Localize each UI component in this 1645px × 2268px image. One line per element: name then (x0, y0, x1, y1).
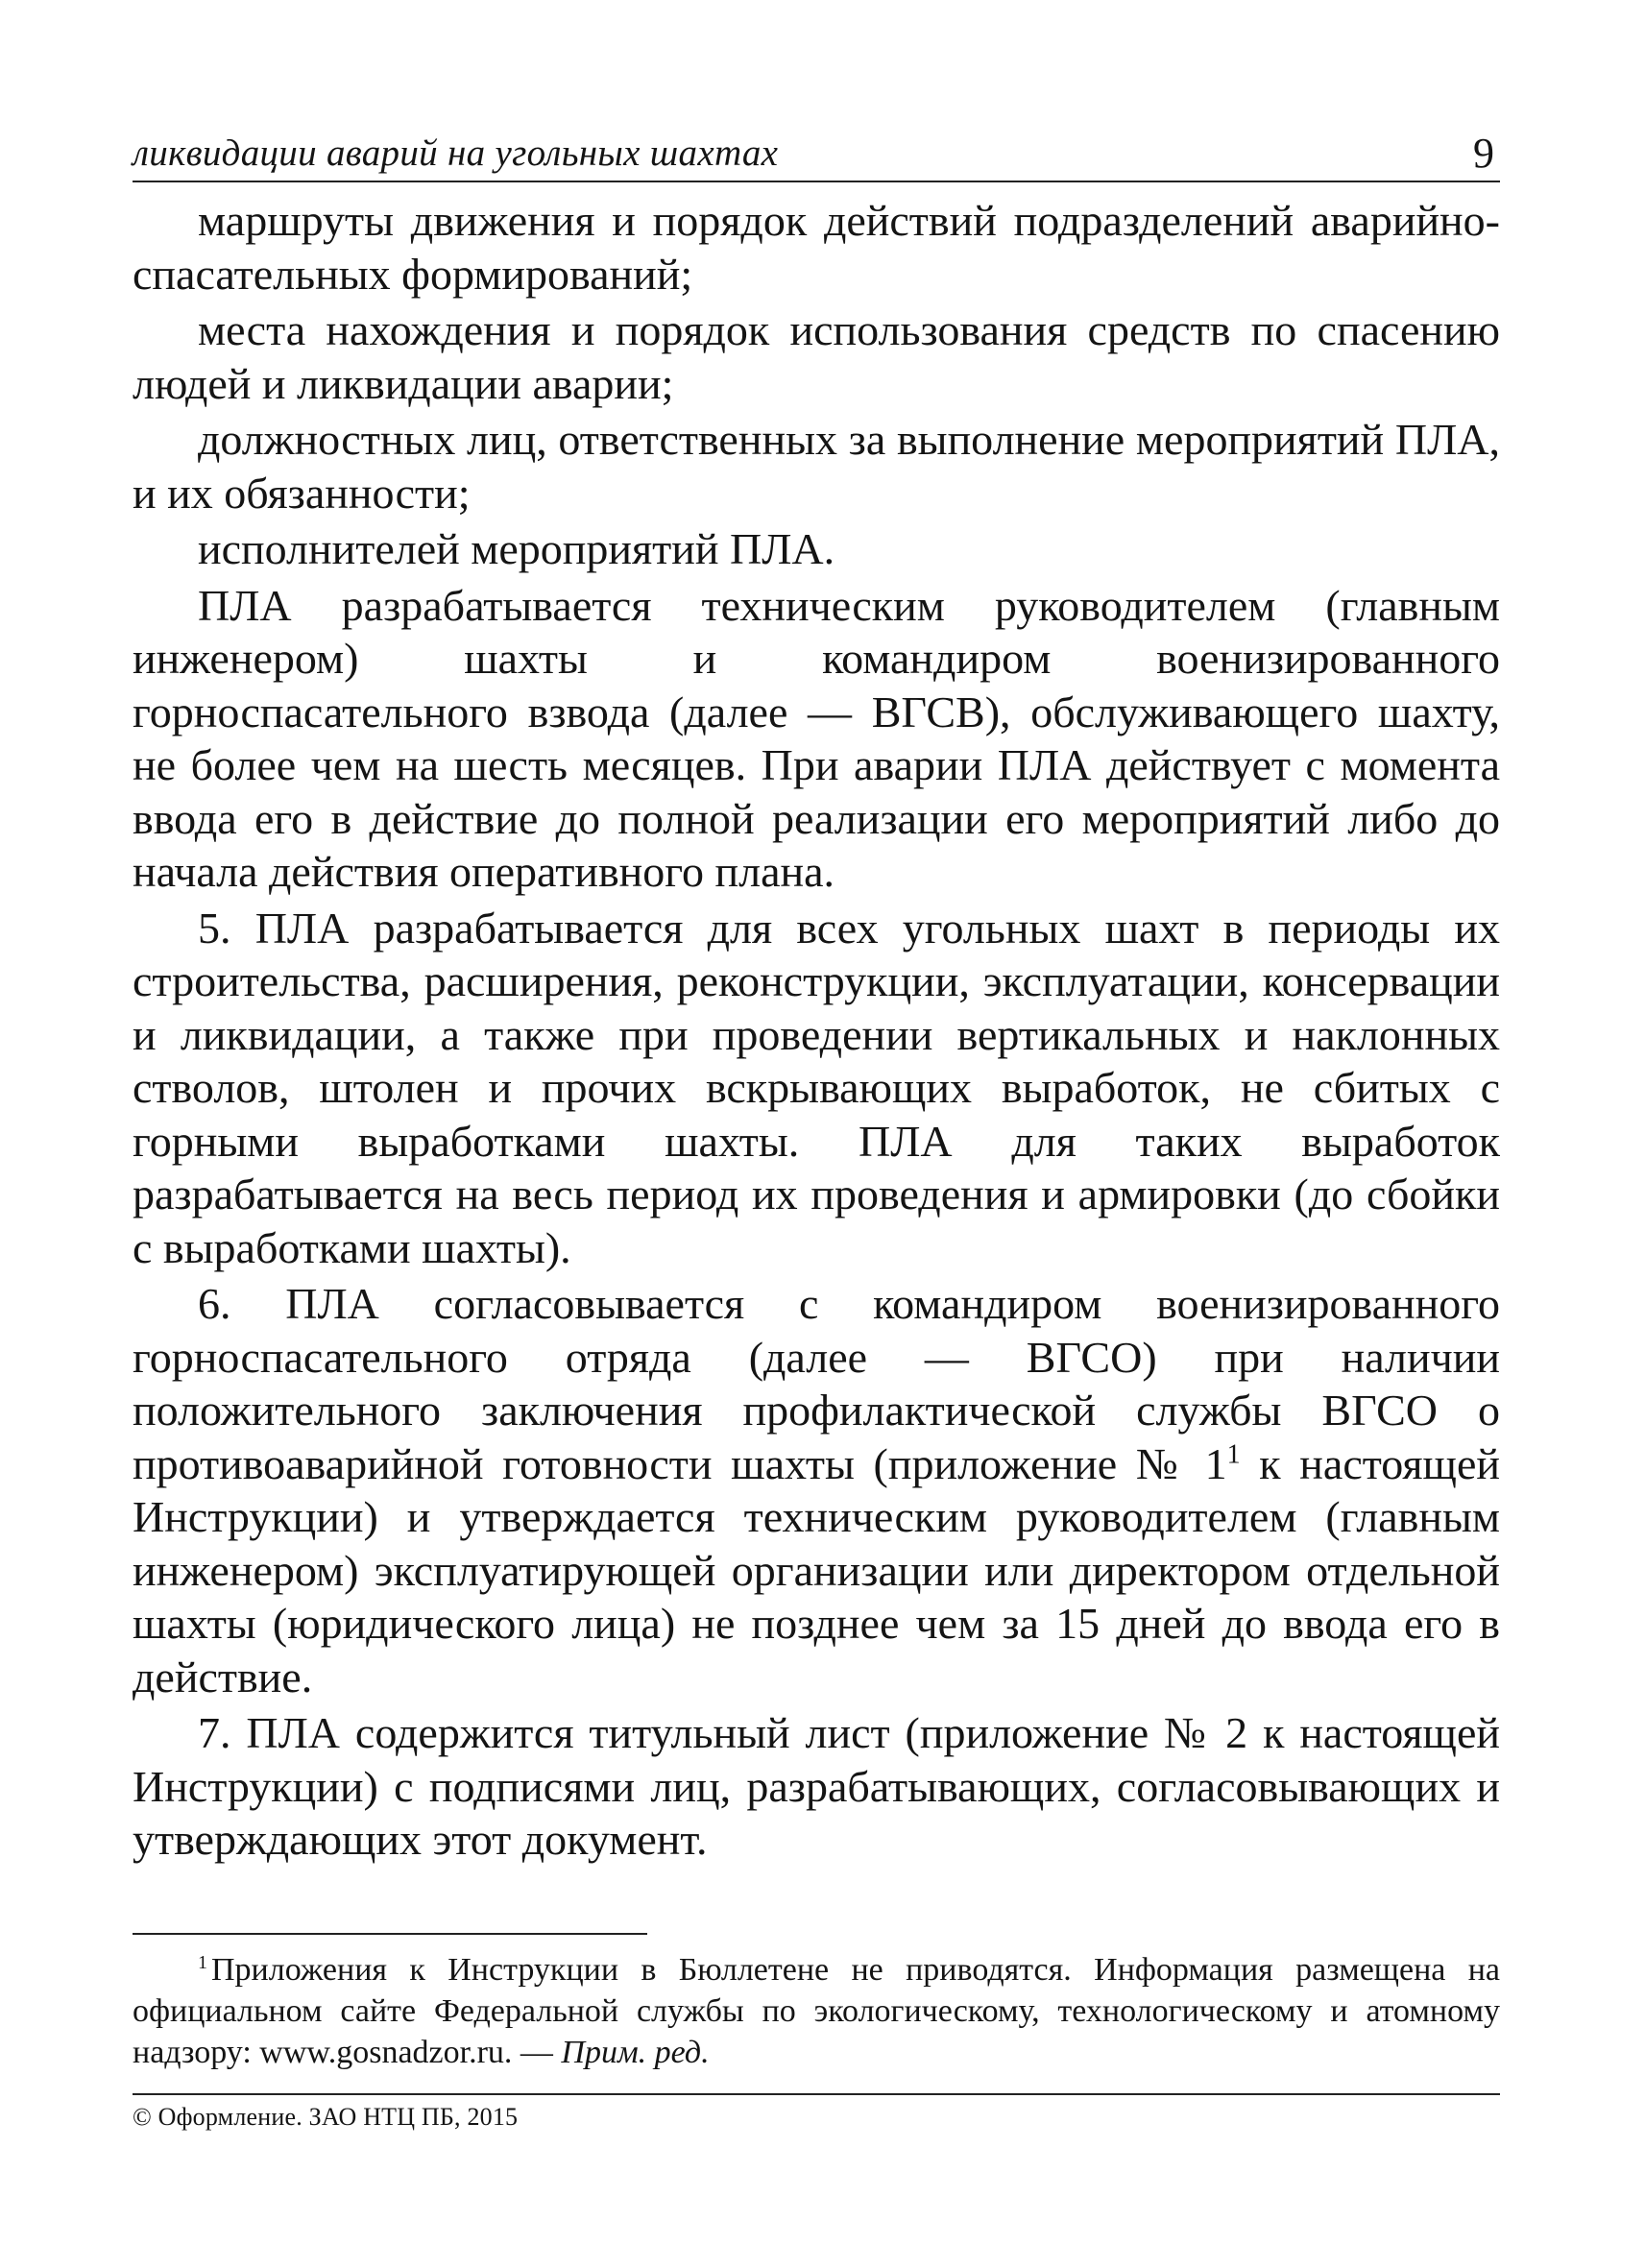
paragraph: места нахождения и порядок использования средств по спасению людей и ликвидации аварии; (133, 305, 1500, 408)
page-number: 9 (1473, 130, 1494, 177)
running-header-title: ликвидации аварий на угольных шахтах (133, 133, 779, 174)
paragraph-section-6 (133, 1277, 1500, 1703)
paragraph-section-5: 5. ПЛА разрабатывается для всех угольных шахт в периоды их строительства, расширения, реконструкции, эксплуатации, консервации и ликвидации, а также при проведении вертикальных и наклонных стволов, штолен и прочих вскрывающих выработок, не сбитых с горными выработками шахты. ПЛА для таких выработок разрабатывается на весь период их проведения и армировки (до сбойки с выработками шахты). (133, 903, 1500, 1272)
body-text (133, 194, 1500, 1867)
paragraph-text: к настоящей Инструкции) и утверждается техническим руководителем (главным инженером) эксплуатирующей организации или директором отдельной шахты (юридического лица) не позднее чем за 15 дней до ввода его в действие. (133, 1438, 1500, 1701)
footnote-divider (133, 1933, 647, 1935)
copyright-divider (133, 2093, 1500, 2095)
footnote-reference: 1 (1226, 1439, 1241, 1470)
paragraph-text: 6. ПЛА согласовывается с командиром военизированного горноспасательного отряда (далее — ВГСО) при наличии положительного заключения профилактической службы ВГСО о противоаварийной готовности шахты (приложение № 1 (133, 1279, 1500, 1488)
footnote-text: Приложения к Инструкции в Бюллетене не приводятся. Информация размещена на официальном сайте Федеральной службы по экологическому, технологическому и атомному надзору: www.gosnadzor.ru. — (133, 1952, 1500, 2070)
editor-note: Прим. ред. (561, 2035, 710, 2070)
paragraph: должностных лиц, ответственных за выполнение мероприятий ПЛА, и их обязанности; (133, 415, 1500, 518)
paragraph: маршруты движения и порядок действий подразделений аварийно-спасательных формирований; (133, 196, 1500, 299)
paragraph-section-7: 7. ПЛА содержится титульный лист (приложение № 2 к настоящей Инструкции) с подписями лиц, разрабатывающих, согласовывающих и утверждающих этот документ. (133, 1708, 1500, 1864)
paragraph: ПЛА разрабатывается техническим руководителем (главным инженером) шахты и командиром военизированного горноспасательного взвода (далее — ВГСВ), обслуживающего шахту, не более чем на шесть месяцев. При аварии ПЛА действует с момента ввода его в действие до полной реализации его мероприятий либо до начала действия оперативного плана. (133, 580, 1500, 896)
paragraph: исполнителей мероприятий ПЛА. (198, 524, 835, 573)
copyright-line: © Оформление. ЗАО НТЦ ПБ, 2015 (133, 2103, 519, 2131)
footnote (133, 1949, 1500, 2073)
footnote-number: 1 (198, 1951, 207, 1973)
running-header (133, 123, 1500, 182)
